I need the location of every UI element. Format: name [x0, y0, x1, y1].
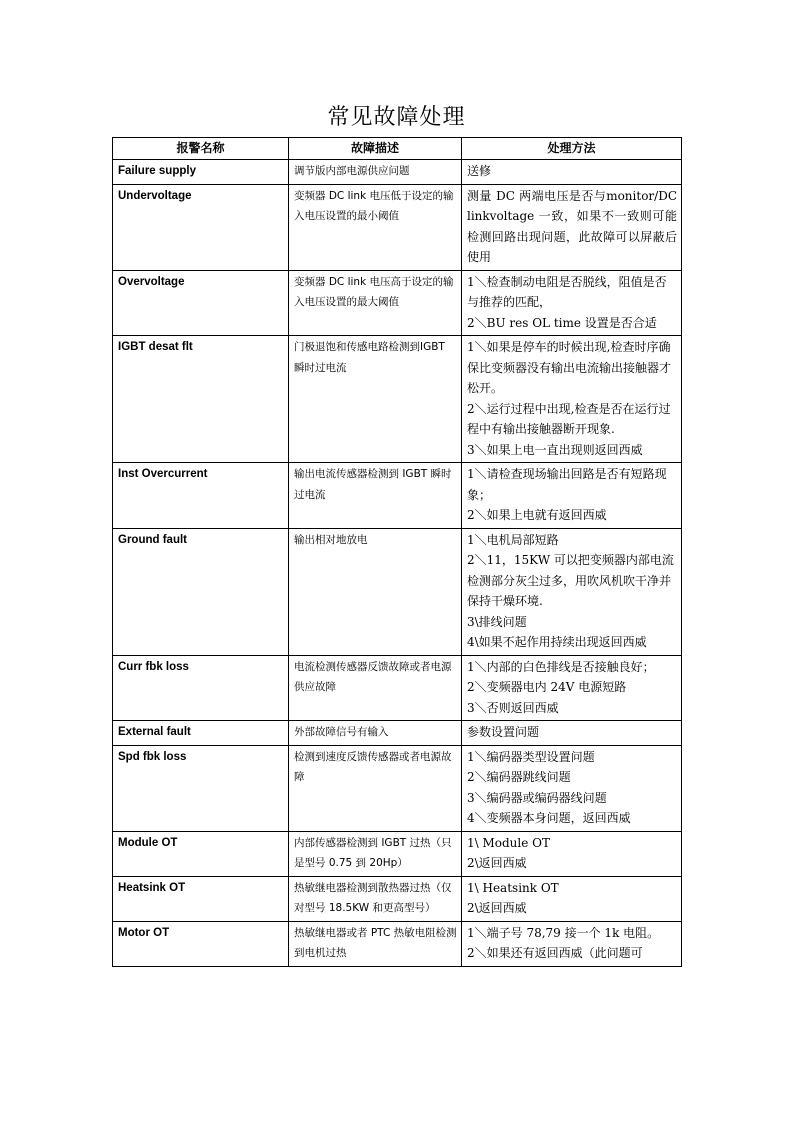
method-line: 2＼如果还有返回西威（此问题可	[467, 946, 643, 960]
method-line: 1＼如果是停车的时候出现,检查时序确保比变频器没有输出电流输出接触器才松开。	[467, 340, 672, 395]
table-row	[113, 876, 682, 921]
handling-method	[462, 831, 682, 876]
method-line: 3＼否则返回西威	[467, 700, 559, 715]
table-row	[113, 921, 682, 966]
fault-description: 热敏继电器检测到散热器过热（仅对型号 18.5KW 和更高型号）	[289, 876, 462, 921]
method-line: 参数设置问题	[467, 725, 540, 739]
method-line: 1＼电机局部短路	[467, 532, 559, 547]
method-line: 4＼变频器本身问题，返回西威	[467, 811, 631, 825]
fault-description: 电流检测传感器反馈故障或者电源供应故障	[289, 655, 462, 721]
fault-table	[112, 137, 682, 967]
alarm-name: Curr fbk loss	[113, 655, 289, 721]
alarm-name: Spd fbk loss	[113, 745, 289, 831]
fault-description: 变频器 DC link 电压低于设定的输入电压设置的最小阈值	[289, 184, 462, 270]
alarm-name: Undervoltage	[113, 184, 289, 270]
fault-description: 内部传感器检测到 IGBT 过热（只是型号 0.75 到 20Hp）	[289, 831, 462, 876]
method-line: 1＼端子号 78,79 接一个 1k 电阻。	[467, 925, 660, 940]
handling-method	[462, 184, 682, 270]
method-line: 1\ Heatsink OT	[467, 880, 559, 895]
method-line: 2＼11，15KW 可以把变频器内部电流检测部分灰尘过多，用吹风机吹干净并保持干燥环境.	[467, 553, 674, 608]
alarm-name: External fault	[113, 721, 289, 746]
table-row	[113, 463, 682, 529]
table-header-row	[113, 138, 682, 160]
table-row	[113, 745, 682, 831]
method-line: 1\ Module OT	[467, 835, 551, 850]
method-line: 2＼变频器电内 24V 电源短路	[467, 680, 627, 694]
table-row	[113, 270, 682, 336]
method-line: 2＼编码器跳线问题	[467, 770, 571, 784]
header-alarm-name: 报警名称	[113, 138, 289, 160]
header-fault-description: 故障描述	[289, 138, 462, 160]
handling-method	[462, 336, 682, 463]
method-line: 送修	[467, 164, 492, 178]
method-line: 3＼编码器或编码器线问题	[467, 790, 607, 805]
method-line: 2＼BU res OL time 设置是否合适	[467, 315, 657, 330]
fault-description: 门极退饱和传感电路检测到IGBT 瞬时过电流	[289, 336, 462, 463]
method-line: 2\返回西威	[467, 901, 527, 915]
alarm-name: Module OT	[113, 831, 289, 876]
method-line: 1＼内部的白色排线是否接触良好；	[467, 659, 655, 674]
method-line: 2＼运行过程中出现,检查是否在运行过程中有输出接触器断开现象.	[467, 401, 671, 436]
alarm-name: Inst Overcurrent	[113, 463, 289, 529]
fault-description: 调节版内部电源供应问题	[289, 160, 462, 185]
handling-method	[462, 655, 682, 721]
method-line: 3\排线问题	[467, 614, 527, 629]
header-handling-method: 处理方法	[462, 138, 682, 160]
fault-description: 检测到速度反馈传感器或者电源故障	[289, 745, 462, 831]
fault-description: 热敏继电器或者 PTC 热敏电阻检测到电机过热	[289, 921, 462, 966]
method-line: 1＼编码器类型设置问题	[467, 749, 595, 764]
handling-method	[462, 463, 682, 529]
method-line: 2\返回西威	[467, 856, 527, 870]
alarm-name: Ground fault	[113, 528, 289, 655]
table-row	[113, 160, 682, 185]
method-line: 1＼请检查现场输出回路是否有短路现象；	[467, 467, 667, 502]
method-line: 1＼检查制动电阻是否脱线，阻值是否与推荐的匹配，	[467, 274, 667, 309]
table-row	[113, 831, 682, 876]
table-row	[113, 336, 682, 463]
method-line: 测量 DC 两端电压是否与monitor/DC linkvoltage 一致，如果不一致则可能检测回路出现问题，此故障可以屏蔽后使用	[467, 188, 677, 264]
handling-method	[462, 721, 682, 746]
alarm-name: Overvoltage	[113, 270, 289, 336]
handling-method	[462, 921, 682, 966]
table-row	[113, 528, 682, 655]
method-line: 4\如果不起作用持续出现返回西威	[467, 635, 647, 649]
page-title: 常见故障处理	[327, 105, 466, 130]
handling-method	[462, 270, 682, 336]
method-line: 3＼如果上电一直出现则返回西威	[467, 442, 643, 457]
handling-method	[462, 745, 682, 831]
handling-method	[462, 160, 682, 185]
alarm-name: Motor OT	[113, 921, 289, 966]
alarm-name: Failure supply	[113, 160, 289, 185]
handling-method	[462, 876, 682, 921]
table-row	[113, 184, 682, 270]
alarm-name: Heatsink OT	[113, 876, 289, 921]
handling-method	[462, 528, 682, 655]
method-line: 2＼如果上电就有返回西威	[467, 508, 607, 522]
fault-description: 输出相对地放电	[289, 528, 462, 655]
table-row	[113, 721, 682, 746]
alarm-name: IGBT desat flt	[113, 336, 289, 463]
fault-description: 外部故障信号有输入	[289, 721, 462, 746]
fault-description: 输出电流传感器检测到 IGBT 瞬时过电流	[289, 463, 462, 529]
table-row	[113, 655, 682, 721]
fault-description: 变频器 DC link 电压高于设定的输入电压设置的最大阈值	[289, 270, 462, 336]
